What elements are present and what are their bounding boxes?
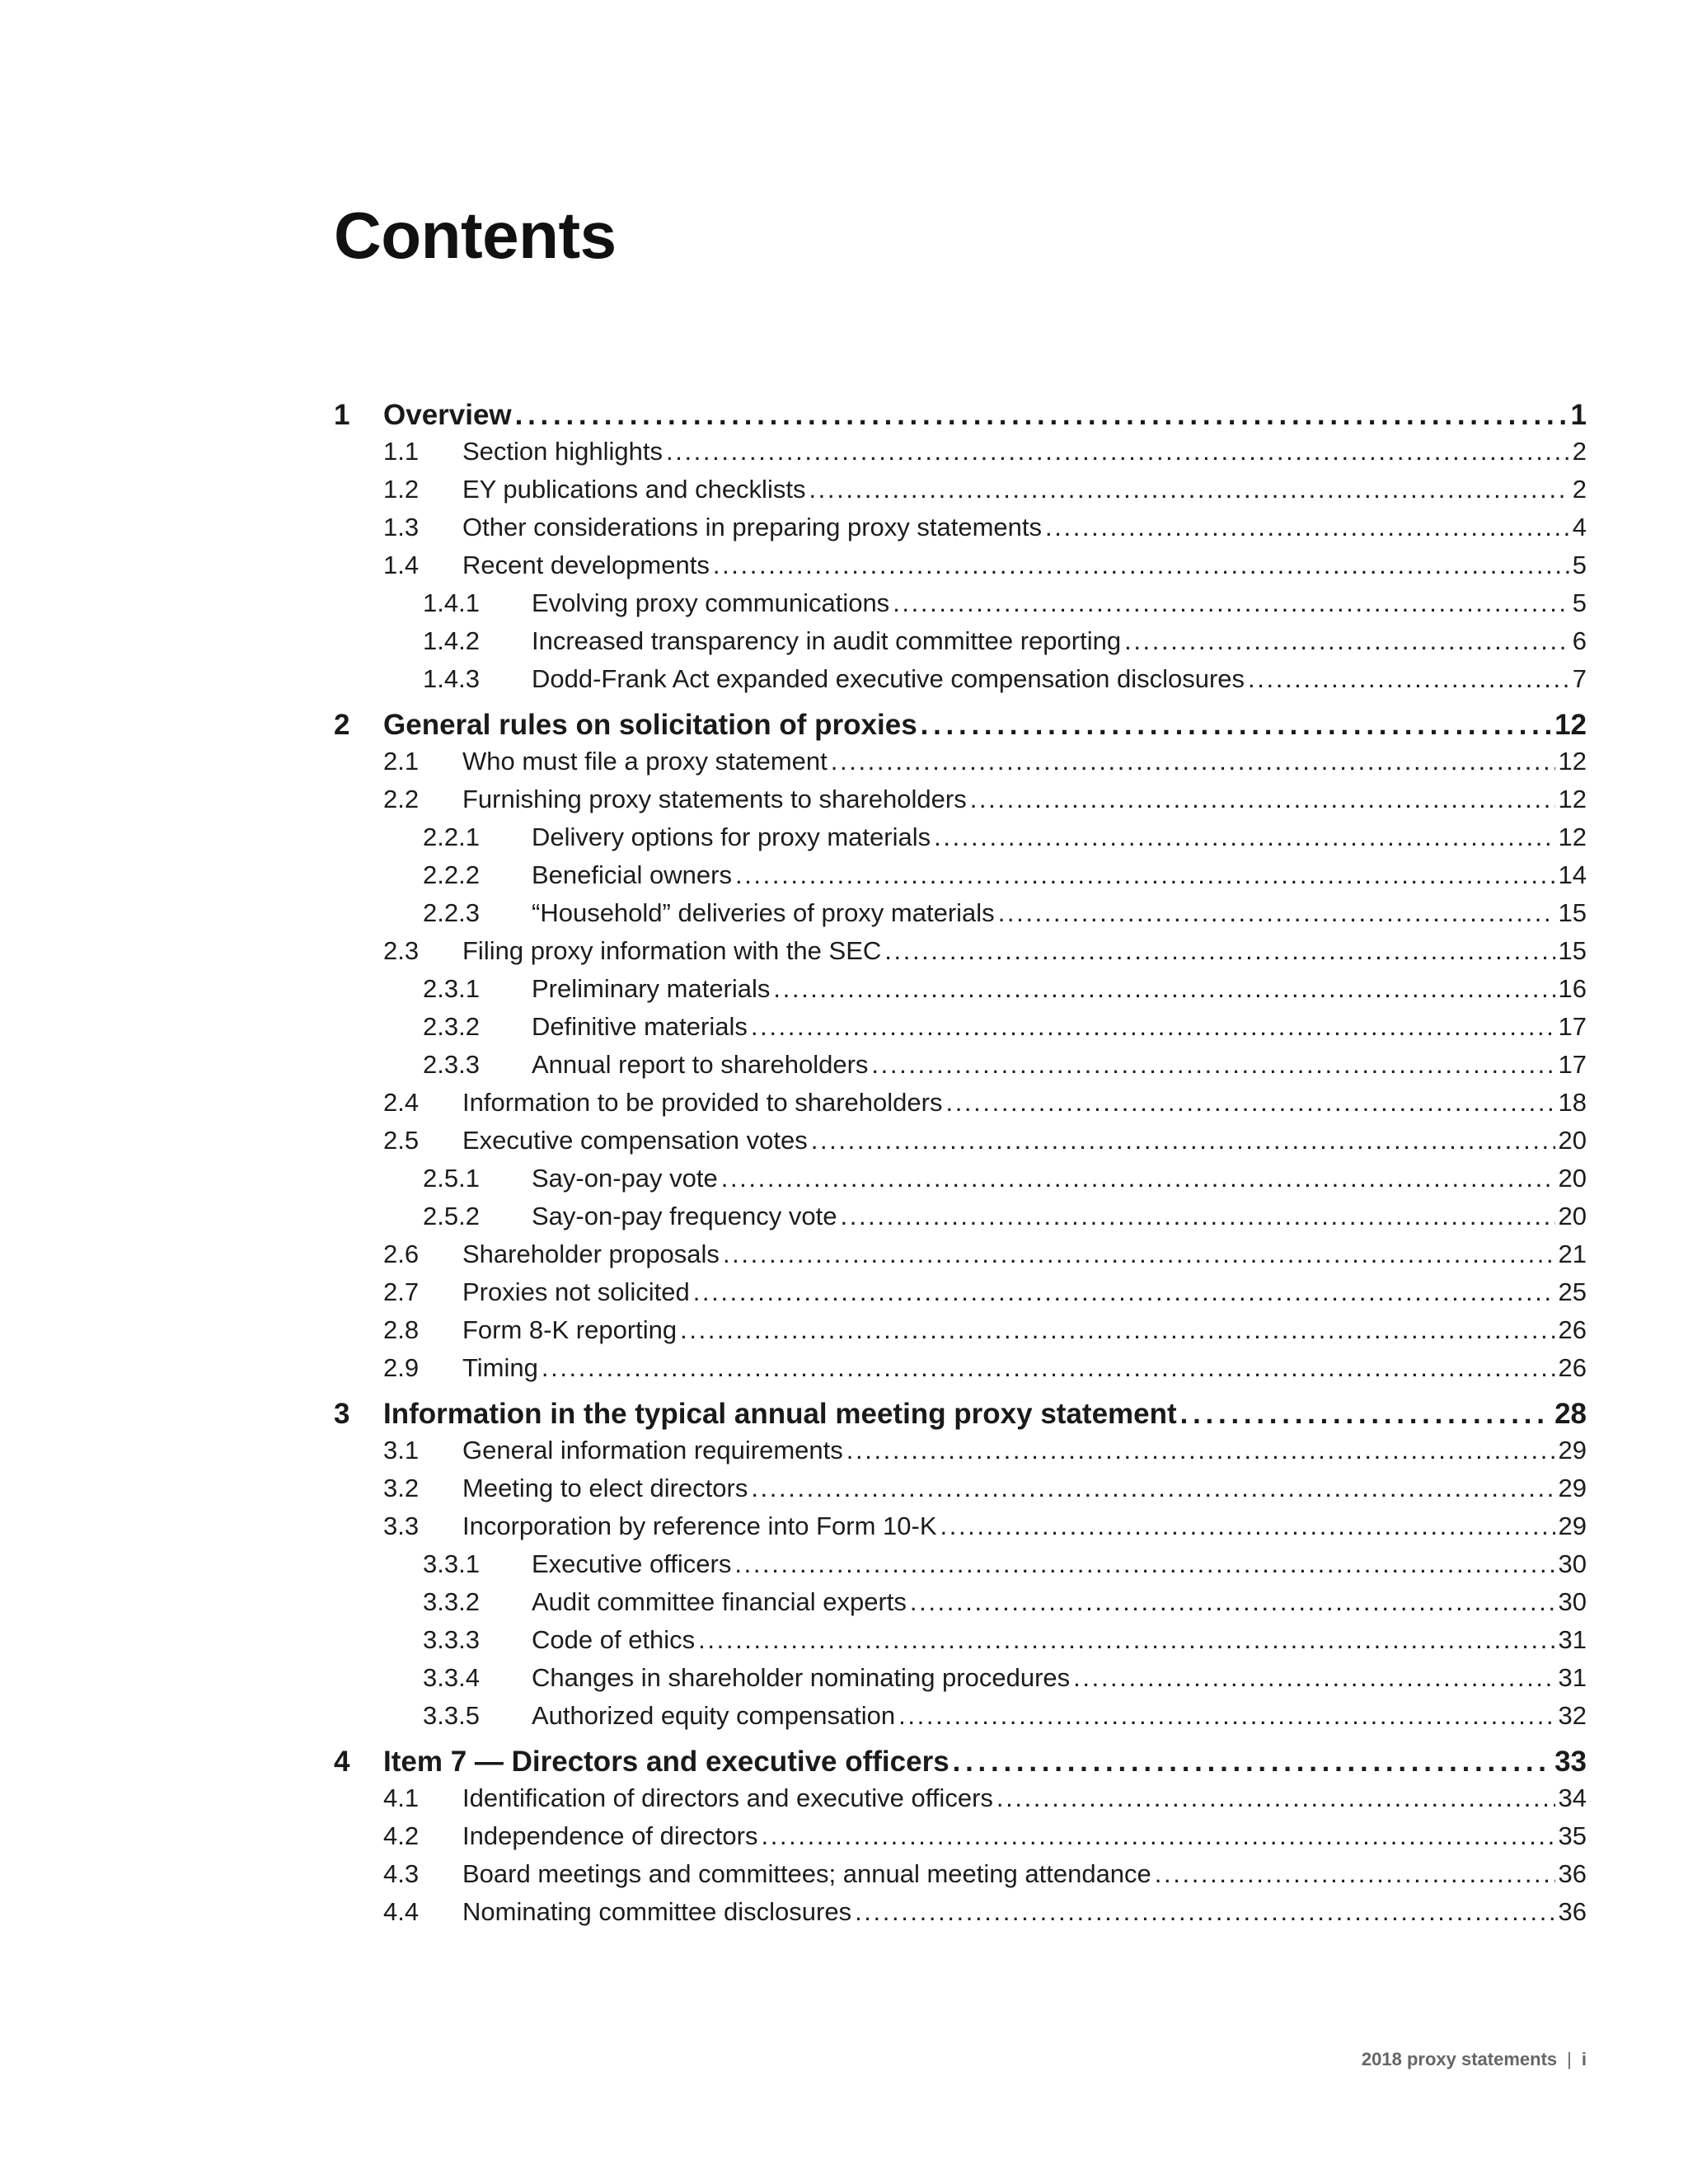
toc-subsubsection[interactable] [334, 1663, 1587, 1701]
toc-subsection[interactable] [334, 475, 1587, 513]
toc-label: Definitive materials [532, 1012, 748, 1041]
toc-page-number: 32 [1558, 1701, 1587, 1730]
toc-number: 1.1 [383, 437, 420, 466]
toc-number: 1.2 [383, 475, 420, 504]
toc-number: 4.3 [383, 1859, 420, 1888]
toc-number: 3.2 [383, 1474, 420, 1502]
toc-leader-dots [515, 399, 1568, 432]
toc-label: Evolving proxy communications [532, 588, 890, 617]
toc-page-number: 21 [1558, 1240, 1587, 1268]
toc-leader-dots [910, 1587, 1555, 1617]
toc-number: 2.7 [383, 1277, 420, 1306]
toc-subsubsection[interactable] [334, 1701, 1587, 1739]
toc-number: 3.1 [383, 1436, 420, 1465]
toc-label: Form 8-K reporting [462, 1315, 678, 1344]
toc-label: Shareholder proposals [462, 1240, 720, 1268]
toc-subsection[interactable] [334, 1126, 1587, 1164]
toc-label: Independence of directors [462, 1821, 758, 1850]
toc-number: 2.5.1 [423, 1164, 480, 1193]
toc-subsection[interactable] [334, 1783, 1587, 1821]
toc-leader-dots [940, 1511, 1555, 1541]
toc-subsubsection[interactable] [334, 1164, 1587, 1202]
toc-number: 2.2.3 [423, 898, 480, 927]
toc-label: Changes in shareholder nominating procedures [532, 1663, 1071, 1692]
toc-label: Beneficial owners [532, 860, 732, 889]
toc-subsubsection[interactable] [334, 974, 1587, 1012]
toc-number: 3.3 [383, 1511, 420, 1540]
toc-number: 2.1 [383, 747, 420, 776]
toc-leader-dots [693, 1277, 1555, 1307]
toc-subsubsection[interactable] [334, 1202, 1587, 1240]
toc-label: Identification of directors and executive officers [462, 1783, 993, 1812]
toc-subsection[interactable] [334, 1511, 1587, 1549]
footer-separator: | [1567, 2049, 1572, 2069]
toc-label: Executive compensation votes [462, 1126, 808, 1155]
footer-publication: 2018 proxy statements [1361, 2049, 1558, 2069]
toc-label: General rules on solicitation of proxies [383, 709, 917, 741]
toc-page-number: 16 [1558, 974, 1587, 1003]
toc-number: 2.2 [383, 785, 420, 813]
toc-leader-dots [953, 1746, 1551, 1779]
toc-page-number: 12 [1558, 823, 1587, 851]
toc-label: Timing [462, 1353, 538, 1382]
toc-subsubsection[interactable] [334, 898, 1587, 936]
toc-section[interactable] [334, 1746, 1587, 1783]
toc-number: 4.4 [383, 1897, 420, 1926]
toc-number: 2.8 [383, 1315, 420, 1344]
toc-label: Overview [383, 399, 512, 431]
toc-section[interactable] [334, 1398, 1587, 1436]
toc-label: Nominating committee disclosures [462, 1897, 852, 1926]
toc-leader-dots [751, 1012, 1555, 1042]
toc-leader-dots [773, 974, 1554, 1004]
toc-number: 2.9 [383, 1353, 420, 1382]
toc-leader-dots [1073, 1663, 1554, 1693]
toc-label: Board meetings and committees; annual meeting attendance [462, 1859, 1151, 1888]
toc-number: 3.3.3 [423, 1625, 480, 1654]
page-footer [1362, 2049, 1587, 2070]
toc-subsection[interactable] [334, 551, 1587, 588]
toc-subsubsection[interactable] [334, 626, 1587, 664]
toc-page-number: 29 [1558, 1474, 1587, 1502]
toc-number: 1.4.2 [423, 626, 480, 655]
toc-number: 2.4 [383, 1088, 420, 1117]
toc-subsection[interactable] [334, 1859, 1587, 1897]
toc-number: 3 [334, 1398, 350, 1430]
toc-page-number: 17 [1558, 1050, 1587, 1079]
toc-page-number: 25 [1558, 1277, 1587, 1306]
toc-label: “Household” deliveries of proxy materials [532, 898, 995, 927]
toc-leader-dots [996, 1783, 1555, 1813]
toc-leader-dots [831, 747, 1555, 776]
toc-subsection[interactable] [334, 1088, 1587, 1126]
toc-page-number: 12 [1558, 747, 1587, 776]
toc-number: 1.4 [383, 551, 420, 579]
toc-subsection[interactable] [334, 747, 1587, 785]
toc-number: 2.3.1 [423, 974, 480, 1003]
toc-label: General information requirements [462, 1436, 843, 1465]
toc-label: Item 7 — Directors and executive officers [383, 1746, 950, 1778]
toc-subsection[interactable] [334, 1353, 1587, 1391]
toc-page-number: 5 [1572, 588, 1587, 617]
toc-subsection[interactable] [334, 1897, 1587, 1935]
toc-page-number: 5 [1572, 551, 1587, 579]
toc-leader-dots [680, 1315, 1554, 1345]
toc-label: Other considerations in preparing proxy statements [462, 513, 1043, 541]
toc-number: 2.2.2 [423, 860, 480, 889]
toc-page-number: 20 [1558, 1202, 1587, 1230]
toc-page-number: 26 [1558, 1353, 1587, 1382]
toc-subsubsection[interactable] [334, 1549, 1587, 1587]
toc-page-number: 17 [1558, 1012, 1587, 1041]
toc-number: 2.6 [383, 1240, 420, 1268]
page-title: Contents [334, 199, 617, 272]
toc-leader-dots [735, 860, 1555, 890]
toc-leader-dots [970, 785, 1555, 814]
toc-label: Furnishing proxy statements to shareholders [462, 785, 967, 813]
toc-leader-dots [721, 1164, 1555, 1193]
toc-label: Recent developments [462, 551, 710, 579]
toc-leader-dots [811, 1126, 1555, 1155]
toc-leader-dots [855, 1897, 1554, 1927]
toc-leader-dots [884, 936, 1554, 966]
table-of-contents [334, 399, 1587, 1935]
toc-number: 2.3.2 [423, 1012, 480, 1041]
toc-label: Authorized equity compensation [532, 1701, 896, 1730]
toc-number: 3.3.5 [423, 1701, 480, 1730]
toc-subsubsection[interactable] [334, 588, 1587, 626]
toc-label: Audit committee financial experts [532, 1587, 907, 1616]
footer-page-number: i [1581, 2049, 1587, 2069]
toc-label: Information in the typical annual meeting proxy statement [383, 1398, 1177, 1430]
toc-label: Incorporation by reference into Form 10-K [462, 1511, 937, 1540]
toc-subsubsection[interactable] [334, 1625, 1587, 1663]
toc-subsection[interactable] [334, 936, 1587, 974]
toc-label: Preliminary materials [532, 974, 771, 1003]
toc-page-number: 1 [1570, 399, 1587, 431]
toc-page-number: 31 [1558, 1663, 1587, 1692]
toc-number: 3.3.1 [423, 1549, 480, 1578]
toc-leader-dots [1155, 1859, 1555, 1889]
toc-page-number: 31 [1558, 1625, 1587, 1654]
toc-number: 1 [334, 399, 350, 431]
toc-page-number: 2 [1572, 437, 1587, 466]
toc-leader-dots [751, 1474, 1554, 1503]
toc-label: Proxies not solicited [462, 1277, 690, 1306]
toc-label: Dodd-Frank Act expanded executive compensation disclosures [532, 664, 1245, 693]
toc-label: Information to be provided to shareholders [462, 1088, 943, 1117]
toc-leader-dots [898, 1701, 1554, 1731]
toc-leader-dots [1045, 513, 1569, 542]
toc-subsection[interactable] [334, 437, 1587, 475]
toc-number: 2 [334, 709, 350, 741]
toc-number: 4 [334, 1746, 350, 1778]
toc-section[interactable] [334, 709, 1587, 747]
toc-page-number: 15 [1558, 898, 1587, 927]
toc-page-number: 12 [1558, 785, 1587, 813]
toc-label: Say-on-pay frequency vote [532, 1202, 837, 1230]
toc-number: 2.3 [383, 936, 420, 965]
toc-label: Filing proxy information with the SEC [462, 936, 882, 965]
toc-number: 1.3 [383, 513, 420, 541]
toc-number: 2.5 [383, 1126, 420, 1155]
toc-page-number: 34 [1558, 1783, 1587, 1812]
toc-leader-dots [871, 1050, 1554, 1080]
toc-label: Say-on-pay vote [532, 1164, 718, 1193]
toc-number: 2.2.1 [423, 823, 480, 851]
toc-subsection[interactable] [334, 1474, 1587, 1511]
toc-page-number: 33 [1554, 1746, 1587, 1778]
toc-leader-dots [723, 1240, 1555, 1269]
toc-label: Annual report to shareholders [532, 1050, 869, 1079]
toc-leader-dots [893, 588, 1569, 618]
toc-number: 3.3.2 [423, 1587, 480, 1616]
toc-leader-dots [1248, 664, 1569, 694]
toc-number: 2.5.2 [423, 1202, 480, 1230]
toc-subsubsection[interactable] [334, 860, 1587, 898]
toc-leader-dots [734, 1549, 1554, 1579]
toc-page-number: 4 [1572, 513, 1587, 541]
toc-leader-dots [1124, 626, 1569, 656]
toc-leader-dots [809, 475, 1568, 504]
toc-page-number: 36 [1558, 1897, 1587, 1926]
toc-number: 2.3.3 [423, 1050, 480, 1079]
toc-label: Code of ethics [532, 1625, 696, 1654]
toc-page-number: 28 [1554, 1398, 1587, 1430]
toc-page-number: 29 [1558, 1511, 1587, 1540]
toc-subsection[interactable] [334, 1240, 1587, 1277]
toc-number: 4.2 [383, 1821, 420, 1850]
toc-leader-dots [1180, 1398, 1551, 1431]
toc-page-number: 14 [1558, 860, 1587, 889]
toc-page-number: 36 [1558, 1859, 1587, 1888]
toc-subsubsection[interactable] [334, 1050, 1587, 1088]
toc-label: Delivery options for proxy materials [532, 823, 931, 851]
toc-page-number: 20 [1558, 1164, 1587, 1193]
toc-subsubsection[interactable] [334, 1012, 1587, 1050]
toc-page-number: 30 [1558, 1549, 1587, 1578]
toc-leader-dots [666, 437, 1569, 466]
toc-leader-dots [934, 823, 1554, 852]
toc-leader-dots [761, 1821, 1554, 1851]
toc-number: 1.4.1 [423, 588, 480, 617]
toc-leader-dots [945, 1088, 1554, 1118]
toc-page-number: 20 [1558, 1126, 1587, 1155]
toc-page-number: 6 [1572, 626, 1587, 655]
toc-page-number: 35 [1558, 1821, 1587, 1850]
toc-subsection[interactable] [334, 1821, 1587, 1859]
toc-subsubsection[interactable] [334, 1587, 1587, 1625]
toc-subsubsection[interactable] [334, 823, 1587, 860]
toc-page-number: 30 [1558, 1587, 1587, 1616]
toc-leader-dots [698, 1625, 1554, 1655]
toc-leader-dots [921, 709, 1551, 742]
toc-page-number: 29 [1558, 1436, 1587, 1465]
toc-leader-dots [841, 1202, 1555, 1231]
toc-subsection[interactable] [334, 785, 1587, 823]
toc-label: Who must file a proxy statement [462, 747, 828, 776]
toc-page-number: 15 [1558, 936, 1587, 965]
toc-label: Section highlights [462, 437, 663, 466]
toc-label: Executive officers [532, 1549, 732, 1578]
toc-page-number: 12 [1554, 709, 1587, 741]
toc-subsubsection[interactable] [334, 664, 1587, 702]
toc-number: 4.1 [383, 1783, 420, 1812]
toc-label: Increased transparency in audit committee reporting [532, 626, 1122, 655]
toc-page-number: 2 [1572, 475, 1587, 504]
toc-page-number: 26 [1558, 1315, 1587, 1344]
toc-label: EY publications and checklists [462, 475, 806, 504]
toc-page-number: 18 [1558, 1088, 1587, 1117]
toc-page-number: 7 [1572, 664, 1587, 693]
toc-number: 3.3.4 [423, 1663, 480, 1692]
toc-section[interactable] [334, 399, 1587, 437]
toc-leader-dots [713, 551, 1569, 580]
toc-leader-dots [542, 1353, 1555, 1383]
toc-leader-dots [998, 898, 1555, 928]
toc-subsection[interactable] [334, 1277, 1587, 1315]
toc-leader-dots [846, 1436, 1555, 1465]
toc-label: Meeting to elect directors [462, 1474, 748, 1502]
toc-subsection[interactable] [334, 513, 1587, 551]
toc-subsection[interactable] [334, 1436, 1587, 1474]
toc-subsection[interactable] [334, 1315, 1587, 1353]
toc-number: 1.4.3 [423, 664, 480, 693]
